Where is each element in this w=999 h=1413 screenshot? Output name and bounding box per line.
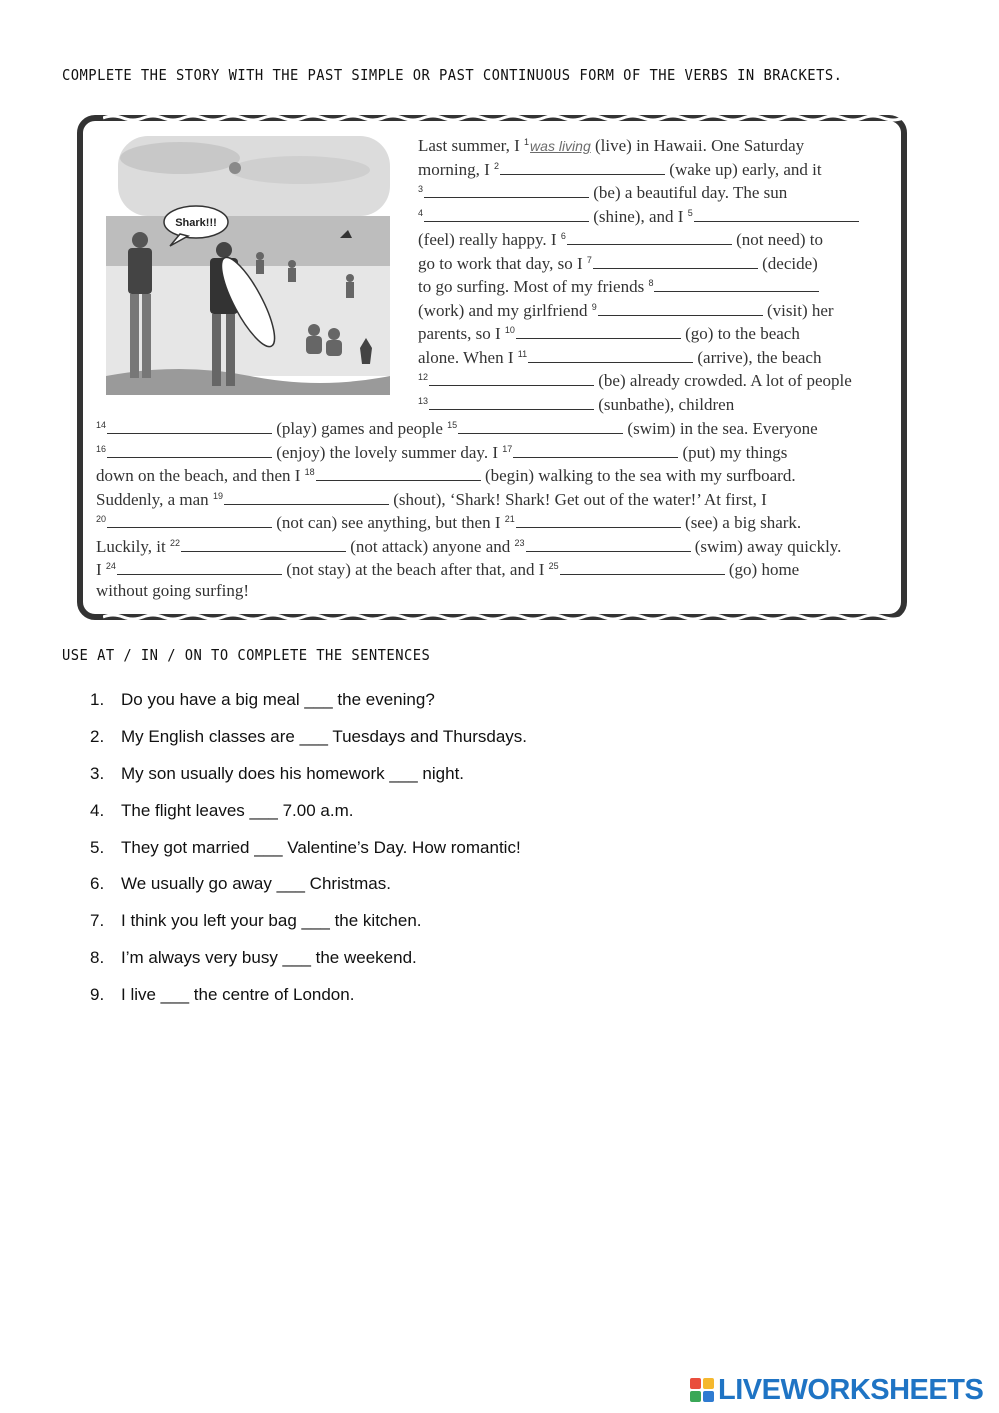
- story-line: morning, I $^2$ (wake up) early, and it: [418, 159, 822, 179]
- blank-number: 12: [418, 372, 429, 382]
- sentence-item: [90, 764, 527, 801]
- answer-blank-4[interactable]: [424, 207, 589, 222]
- story-line: down on the beach, and then I $^{18}$ (begin) walking to the sea with my surfboard.: [96, 466, 796, 485]
- blank-number: 1: [524, 137, 530, 147]
- answer-blank-16[interactable]: [107, 443, 272, 458]
- story-line: $^4$ (shine), and I $^5$: [418, 202, 859, 226]
- sentence-text: My English classes are ___ Tuesdays and Thursdays.: [121, 726, 528, 746]
- sentence-item: [90, 690, 527, 727]
- blank-number: 22: [169, 537, 180, 548]
- blank-number: 6: [560, 231, 566, 241]
- answer-blank-7[interactable]: [593, 254, 758, 269]
- story-line: $^{14}$ (play) games and people $^{15}$ (swim) in the sea. Everyone: [96, 419, 818, 438]
- story-line: $^{20}$ (not can) see anything, but then I $^{21}$ (see) a big shark.: [96, 513, 802, 532]
- instruction-part2: USE AT / IN / ON TO COMPLETE THE SENTENCES: [62, 646, 431, 664]
- sentence-number: 6.: [90, 874, 105, 894]
- sentence-item: [90, 911, 527, 948]
- blank-number: 23: [514, 537, 525, 548]
- answer-blank-25[interactable]: [560, 560, 725, 575]
- sentence-text: I live ___ the centre of London.: [121, 985, 355, 1005]
- sentence-number: 5.: [90, 837, 105, 857]
- sentence-text: The flight leaves ___ 7.00 a.m.: [121, 800, 354, 820]
- story-line: Luckily, it $^{22}$ (not attack) anyone and $^{23}$ (swim) away quickly.: [96, 536, 842, 556]
- answer-blank-23[interactable]: [526, 537, 691, 552]
- blank-number: 14: [96, 420, 107, 430]
- answer-blank-2[interactable]: [500, 160, 665, 175]
- story-line: Suddenly, a man $^{19}$ (shout), ‘Shark! Shark! Get out of the water!’ At first, I: [96, 489, 767, 509]
- blank-number: 16: [96, 443, 107, 454]
- answer-blank-14[interactable]: [107, 419, 272, 434]
- frame-wave-top: [103, 114, 903, 122]
- story-line: parents, so I $^{10}$ (go) to the beach: [418, 324, 800, 343]
- logo-text: LIVEWORKSHEETS: [718, 1373, 984, 1406]
- blank-number: 5: [687, 207, 693, 218]
- sentence-item: [90, 948, 527, 985]
- blank-number: 11: [517, 348, 528, 359]
- logo-square: [703, 1391, 714, 1402]
- frame-wave-bottom: [103, 613, 903, 621]
- story-line: $^{12}$ (be) already crowded. A lot of people: [418, 371, 852, 390]
- answer-blank-11[interactable]: [528, 348, 693, 363]
- story-line: (feel) really happy. I $^6$ (not need) to: [418, 230, 823, 249]
- sentence-number: 7.: [90, 911, 105, 931]
- blank-number: 8: [648, 278, 654, 288]
- blank-number: 21: [504, 514, 515, 524]
- story-line: go to work that day, so I $^7$ (decide): [418, 253, 818, 273]
- story-line: without going surfing!: [96, 580, 249, 600]
- answer-blank-22[interactable]: [181, 537, 346, 552]
- story-line: $^{13}$ (sunbathe), children: [418, 394, 735, 414]
- answer-blank-18[interactable]: [316, 466, 481, 481]
- story-line: (work) and my girlfriend $^9$ (visit) her: [418, 300, 834, 320]
- answer-blank-6[interactable]: [567, 230, 732, 245]
- answer-blank-3[interactable]: [424, 183, 589, 198]
- answer-blank-20[interactable]: [107, 513, 272, 528]
- answer-blank-10[interactable]: [516, 324, 681, 339]
- story-text-bottom: [96, 414, 841, 602]
- sentence-number: 3.: [90, 763, 105, 783]
- sentence-item: [90, 727, 527, 764]
- blank-number: 20: [96, 514, 107, 524]
- story-line: alone. When I $^{11}$ (arrive), the beach: [418, 347, 822, 367]
- answer-blank-24[interactable]: [117, 560, 282, 575]
- sentence-item: [90, 985, 527, 1022]
- blank-number: 19: [212, 490, 223, 501]
- answer-blank-17[interactable]: [513, 443, 678, 458]
- answer-blank-19[interactable]: [224, 490, 389, 505]
- story-text-top: [418, 131, 859, 413]
- sentence-item: [90, 838, 527, 875]
- sentence-number: 1.: [90, 690, 105, 709]
- story-line: to go surfing. Most of my friends $^8$: [418, 272, 859, 296]
- blank-number: 4: [418, 207, 424, 218]
- sentence-text: My son usually does his homework ___ night.: [121, 763, 465, 783]
- sentence-number: 2.: [90, 726, 105, 746]
- answer-blank-21[interactable]: [516, 513, 681, 528]
- sentence-text: They got married ___ Valentine’s Day. How romantic!: [121, 837, 521, 857]
- sentence-item: [90, 801, 527, 838]
- story-line: $^3$ (be) a beautiful day. The sun: [418, 183, 788, 202]
- answer-blank-12[interactable]: [429, 371, 594, 386]
- answer-blank-15[interactable]: [458, 419, 623, 434]
- story-line: Last summer, I $^1$was living (live) in Hawaii. One Saturday: [418, 136, 805, 155]
- blank-number: 25: [548, 561, 559, 571]
- story-line: $^{16}$ (enjoy) the lovely summer day. I $^{17}$ (put) my things: [96, 442, 788, 462]
- blank-number: 3: [418, 184, 424, 194]
- sentence-number: 8.: [90, 948, 105, 968]
- instruction-part1: COMPLETE THE STORY WITH THE PAST SIMPLE OR PAST CONTINUOUS FORM OF THE VERBS IN BRACKETS.: [62, 66, 843, 84]
- logo-square: [703, 1378, 714, 1389]
- sentence-text: I’m always very busy ___ the weekend.: [121, 948, 417, 968]
- blank-number: 2: [494, 160, 500, 171]
- answer-blank-13[interactable]: [429, 395, 594, 410]
- blank-number: 13: [418, 395, 429, 406]
- blank-number: 24: [105, 561, 116, 571]
- sentence-text: Do you have a big meal ___ the evening?: [121, 690, 435, 709]
- blank-number: 15: [447, 420, 458, 430]
- sentence-item: [90, 874, 527, 911]
- answer-blank-8[interactable]: [654, 277, 819, 292]
- blank-number: 17: [502, 443, 513, 454]
- example-answer: was living: [530, 138, 591, 154]
- logo-square: [690, 1391, 701, 1402]
- beach-shark-illustration: [100, 130, 392, 395]
- sentence-list: [90, 690, 527, 1022]
- logo-square: [690, 1378, 701, 1389]
- sentence-number: 9.: [90, 985, 105, 1005]
- blank-number: 18: [304, 467, 315, 477]
- blank-number: 7: [586, 254, 592, 265]
- logo-icon: [690, 1378, 714, 1402]
- sentence-number: 4.: [90, 800, 105, 820]
- answer-blank-5[interactable]: [694, 207, 859, 222]
- speech-bubble-text: Shark!!!: [175, 217, 217, 229]
- story-line: I $^{24}$ (not stay) at the beach after that, and I $^{25}$ (go) home: [96, 560, 800, 579]
- sentence-text: We usually go away ___ Christmas.: [121, 874, 391, 894]
- liveworksheets-logo: [690, 1374, 983, 1406]
- blank-number: 10: [504, 325, 515, 335]
- sentence-text: I think you left your bag ___ the kitchen.: [121, 911, 422, 931]
- blank-number: 9: [591, 301, 597, 312]
- answer-blank-9[interactable]: [598, 301, 763, 316]
